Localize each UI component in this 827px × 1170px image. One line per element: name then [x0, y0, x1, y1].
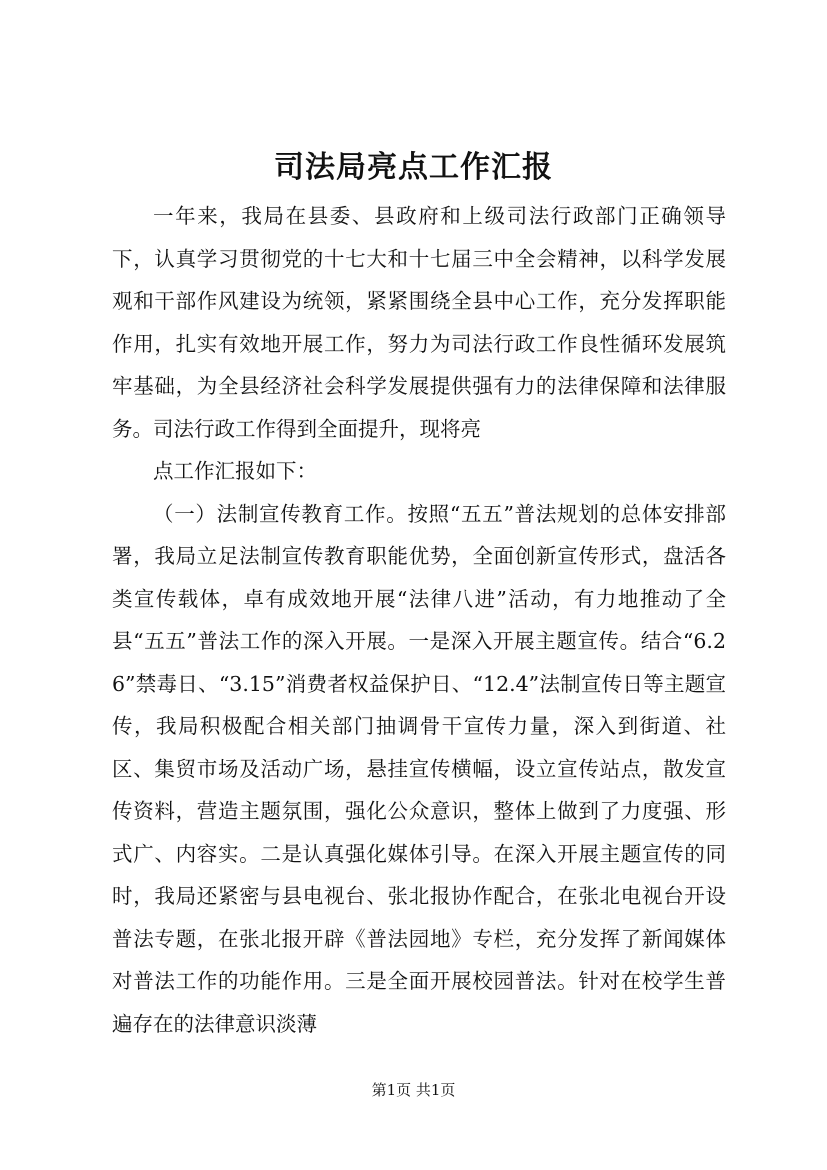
page-number-footer: 第1页 共1页 — [371, 1081, 456, 1099]
paragraph-lead-in: 点工作汇报如下： — [153, 459, 317, 483]
document-title: 司法局亮点工作汇报 — [274, 150, 553, 185]
paragraph-intro: 一年来，我局在县委、县政府和上级司法行政部门正确领导下，认真学习贯彻党的十七大和十七届三中全会精神，以科学发展观和干部作风建设为统领，紧紧围绕全县中心工作，充分发挥职能作用，扎实有效地开展工作，努力为司法行政工作良性循环发展筑牢基础，为全县经济社会科学发展提供强有力的法律保障和法律服务。司法行政工作得到全面提升，现将亮 — [112, 204, 726, 441]
document-body — [112, 195, 726, 1045]
paragraph-legal-education: （一）法制宣传教育工作。按照“五五”普法规划的总体安排部署，我局立足法制宣传教育职能优势，全面创新宣传形式，盘活各类宣传载体，卓有成效地开展“法律八进”活动，有力地推动了全县“五五”普法工作的深入开展。一是深入开展主题宣传。结合“6.26”禁毒日、“3.15”消费者权益保护日、“12.4”法制宣传日等主题宣传，我局积极配合相关部门抽调骨干宣传力量，深入到街道、社区、集贸市场及活动广场，悬挂宣传横幅，设立宣传站点，散发宣传资料，营造主题氛围，强化公众意识，整体上做到了力度强、形式广、内容实。二是认真强化媒体引导。在深入开展主题宣传的同时，我局还紧密与县电视台、张北报协作配合，在张北电视台开设普法专题，在张北报开辟《普法园地》专栏，充分发挥了新闻媒体对普法工作的功能作用。三是全面开展校园普法。针对在校学生普遍存在的法律意识淡薄 — [112, 501, 726, 1036]
